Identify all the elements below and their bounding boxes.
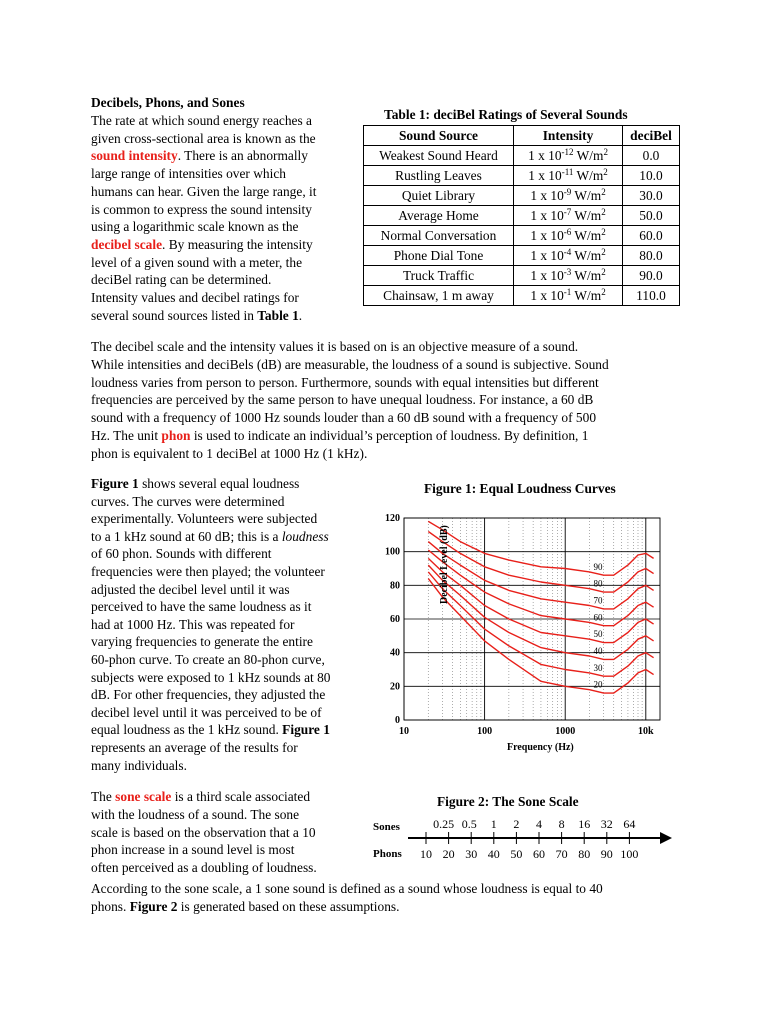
text-segment: of 60 phon. Sounds with different xyxy=(91,546,272,562)
table-cell-decibel: 110.0 xyxy=(623,286,680,306)
text-segment: The rate at which sound energy reaches a xyxy=(91,113,312,128)
phon-value: 100 xyxy=(620,847,639,861)
text-segment: curves. The curves were determined xyxy=(91,493,285,509)
text-segment: to a 1 kHz sound at 60 dB; this is a xyxy=(91,528,282,544)
text-line xyxy=(91,806,299,824)
table-cell-source: Normal Conversation xyxy=(364,226,514,246)
text-segment: is a third scale associated xyxy=(171,789,311,804)
text-line xyxy=(91,391,593,409)
sones-label: Sones xyxy=(373,821,400,833)
text-segment: Hz. The unit xyxy=(91,428,162,443)
curve-label: 40 xyxy=(593,646,603,657)
sone-value: 32 xyxy=(600,817,613,831)
text-line xyxy=(91,898,399,916)
x-tick-label: 100 xyxy=(477,726,493,737)
text-line xyxy=(91,757,187,775)
text-segment: had at 1000 Hz. This was repeated for xyxy=(91,616,295,632)
table-header-source: Sound Source xyxy=(364,126,514,146)
y-tick-label: 0 xyxy=(395,715,400,726)
text-segment: is used to indicate an individual’s perception of loudness. By definition, 1 xyxy=(190,428,589,443)
text-segment: dB. For other frequencies, they adjusted the xyxy=(91,687,326,703)
text-line xyxy=(91,289,299,307)
text-line xyxy=(91,721,330,739)
figure1-title: Figure 1: Equal Loudness Curves xyxy=(424,481,616,496)
table-cell-intensity: 1 x $10^{-6}$ $W/m^2$ xyxy=(514,226,623,246)
text-line xyxy=(91,183,316,201)
loudness-curve xyxy=(428,565,653,659)
text-line xyxy=(91,338,578,356)
text-line xyxy=(91,165,286,183)
text-line xyxy=(91,218,299,236)
text-segment: sound with a frequency of 1000 Hz sounds louder than a 60 dB sound with a frequency of 500 xyxy=(91,410,597,426)
text-segment: While intensities and deciBels (dB) are measurable, the loudness of a sound is subjective. Sound xyxy=(91,356,609,372)
text-segment: level of a given sound with a meter, the xyxy=(91,254,303,270)
table-cell-intensity: 1 x $10^{-3}$ $W/m^2$ xyxy=(514,266,623,286)
table-row xyxy=(364,206,680,226)
text-segment: According to the sone scale, a 1 sone sound is defined as a sound whose loudness is equal to 40 xyxy=(91,881,603,896)
text-segment: shows several equal loudness xyxy=(138,476,300,491)
table-row xyxy=(364,166,680,186)
text-line xyxy=(91,445,367,463)
sone-value: 0.5 xyxy=(461,817,477,831)
table-header-decibel: deciBel xyxy=(623,126,680,146)
text-line xyxy=(91,528,329,546)
text-line xyxy=(91,581,290,599)
text-line xyxy=(91,633,313,651)
table-row xyxy=(364,146,680,166)
phon-value: 20 xyxy=(442,847,455,861)
figure-reference: Figure 1 xyxy=(282,722,330,738)
text-line xyxy=(91,510,317,528)
phon-value: 40 xyxy=(487,847,500,861)
text-line xyxy=(91,236,313,254)
y-tick-label: 20 xyxy=(390,681,400,693)
table-cell-source: Quiet Library xyxy=(364,186,514,206)
figure-reference: Figure 2 xyxy=(129,898,178,914)
phon-value: 30 xyxy=(465,847,478,861)
table-cell-source: Truck Traffic xyxy=(364,266,514,286)
curve-label: 70 xyxy=(593,595,603,606)
text-segment: decibel level until it was perceived to be of xyxy=(91,704,322,720)
table-title: Table 1: deciBel Ratings of Several Sounds xyxy=(384,107,628,122)
sone-value: 2 xyxy=(513,817,520,831)
curve-label: 20 xyxy=(593,679,603,690)
sone-value: 4 xyxy=(536,817,542,831)
section-heading: Decibels, Phons, and Sones xyxy=(91,95,245,110)
text-line xyxy=(91,598,312,616)
text-line xyxy=(91,254,302,272)
table-cell-intensity: 1 x $10^{-12}$ $W/m^2$ xyxy=(514,146,623,166)
curve-label: 50 xyxy=(593,629,603,640)
key-term: sone scale xyxy=(115,789,172,804)
text-segment: deciBel rating can be determined. xyxy=(91,272,272,288)
y-tick-label: 120 xyxy=(385,513,400,524)
text-segment: adjusted the decibel level until it was xyxy=(91,581,290,597)
text-line xyxy=(91,374,599,392)
text-segment: is common to express the sound intensity xyxy=(91,201,312,217)
text-line xyxy=(91,686,325,704)
text-line xyxy=(91,356,609,374)
x-axis-label: Frequency (Hz) xyxy=(507,742,574,753)
text-segment: perceived to have the same loudness as it xyxy=(91,599,312,615)
text-segment: frequencies are perceived by the same person to have unequal loudness. For instance, a 60 dB xyxy=(91,392,594,408)
loudness-curve xyxy=(428,532,653,593)
text-segment: often perceived as a doubling of loudness. xyxy=(91,860,317,876)
phon-value: 80 xyxy=(578,847,591,861)
text-line xyxy=(91,427,588,445)
phon-value: 10 xyxy=(420,847,432,861)
table-row xyxy=(364,286,680,306)
sone-scale-chart xyxy=(370,812,680,864)
x-tick-label: 1000 xyxy=(555,726,576,737)
text-line xyxy=(91,563,325,581)
table-cell-intensity: 1 x $10^{-9}$ $W/m^2$ xyxy=(514,186,623,206)
text-line xyxy=(91,651,325,669)
table-cell-decibel: 90.0 xyxy=(623,266,680,286)
text-segment: 60-phon curve. To create an 80-phon curve, xyxy=(91,652,325,667)
sone-value: 8 xyxy=(558,817,565,831)
table-cell-source: Weakest Sound Heard xyxy=(364,146,514,166)
y-tick-label: 60 xyxy=(390,614,400,625)
text-segment: . By measuring the intensity xyxy=(162,236,313,252)
decibel-table xyxy=(363,125,680,306)
text-line xyxy=(91,409,596,427)
table-row xyxy=(364,246,680,266)
curve-label: 60 xyxy=(593,612,603,623)
text-segment: Intensity values and decibel ratings for xyxy=(91,290,299,305)
sone-value: 64 xyxy=(623,817,636,831)
text-line xyxy=(91,307,302,325)
table-cell-decibel: 30.0 xyxy=(623,186,680,206)
text-segment: many individuals. xyxy=(91,757,187,773)
text-line xyxy=(91,859,317,877)
table-cell-source: Phone Dial Tone xyxy=(364,246,514,266)
text-segment: phon increase in a sound level is most xyxy=(91,842,295,858)
y-axis-label: Decibel Level (dB) xyxy=(439,525,450,604)
text-line xyxy=(91,841,294,859)
phon-value: 90 xyxy=(600,847,613,861)
x-tick-label: 10 xyxy=(399,726,409,737)
emphasis-text: loudness xyxy=(281,528,329,544)
text-segment: . xyxy=(298,307,303,323)
y-tick-label: 80 xyxy=(390,580,400,592)
equal-loudness-chart xyxy=(370,500,680,760)
figure-reference: Figure 1 xyxy=(91,476,139,491)
text-segment: represents an average of the results for xyxy=(91,740,298,755)
text-segment: using a logarithmic scale known as the xyxy=(91,219,299,235)
text-line xyxy=(91,824,316,842)
table-cell-source: Rustling Leaves xyxy=(364,166,514,186)
table-cell-intensity: 1 x $10^{-7}$ $W/m^2$ xyxy=(514,206,623,226)
text-segment: equal loudness as the 1 kHz sound. xyxy=(91,722,283,738)
text-segment: phons. xyxy=(91,898,130,914)
table-cell-decibel: 50.0 xyxy=(623,206,680,226)
text-line xyxy=(91,739,298,757)
sone-value: 1 xyxy=(490,817,497,831)
table-header-row xyxy=(364,126,680,146)
y-tick-label: 40 xyxy=(390,647,400,659)
table-cell-decibel: 60.0 xyxy=(623,226,680,246)
curve-label: 80 xyxy=(593,578,603,589)
text-line xyxy=(91,493,284,511)
text-segment: with the loudness of a sound. The sone xyxy=(91,806,300,822)
text-line xyxy=(91,669,331,687)
table-row xyxy=(364,266,680,286)
text-line xyxy=(91,880,603,898)
text-segment: The xyxy=(91,789,116,804)
text-segment: scale is based on the observation that a 10 xyxy=(91,824,316,840)
key-term: phon xyxy=(161,428,191,443)
text-line xyxy=(91,271,271,289)
x-tick-label: 10k xyxy=(638,726,654,737)
table-row xyxy=(364,226,680,246)
figure2-title: Figure 2: The Sone Scale xyxy=(437,794,579,809)
text-segment: . There is an abnormally xyxy=(177,148,308,164)
table-cell-decibel: 0.0 xyxy=(623,146,680,166)
table-cell-intensity: 1 x $10^{-11}$ $W/m^2$ xyxy=(514,166,623,186)
figure-reference: Table 1 xyxy=(257,307,299,323)
text-segment: given cross-sectional area is known as the xyxy=(91,130,316,146)
text-segment: several sound sources listed in xyxy=(91,307,258,323)
table-cell-intensity: 1 x $10^{-1}$ $W/m^2$ xyxy=(514,286,623,306)
text-line xyxy=(91,147,308,165)
sone-value: 0.25 xyxy=(433,817,455,831)
table-cell-source: Chainsaw, 1 m away xyxy=(364,286,514,306)
text-line xyxy=(91,201,312,219)
text-line xyxy=(91,616,295,634)
phon-value: 70 xyxy=(555,847,568,861)
text-line xyxy=(91,130,316,148)
table-cell-source: Average Home xyxy=(364,206,514,226)
table-header-intensity: Intensity xyxy=(514,126,623,146)
text-line xyxy=(91,704,322,722)
y-tick-label: 100 xyxy=(385,546,400,558)
key-term: sound intensity xyxy=(91,148,178,164)
phons-label: Phons xyxy=(373,848,402,860)
table-cell-intensity: 1 x $10^{-4}$ $W/m^2$ xyxy=(514,246,623,266)
text-segment: loudness varies from person to person. Furthermore, sounds with equal intensities but different xyxy=(91,374,599,390)
phon-value: 50 xyxy=(510,847,523,861)
text-segment: is generated based on these assumptions. xyxy=(177,898,400,914)
text-segment: The decibel scale and the intensity values it is based on is an objective measure of a sound. xyxy=(91,339,579,354)
curve-label: 90 xyxy=(593,561,603,572)
sone-value: 16 xyxy=(578,817,591,831)
text-line xyxy=(91,475,299,493)
key-term: decibel scale xyxy=(91,236,163,252)
text-segment: large range of intensities over which xyxy=(91,166,286,182)
text-line xyxy=(91,545,272,563)
text-segment: experimentally. Volunteers were subjected xyxy=(91,511,318,527)
text-line xyxy=(91,112,312,130)
table-row xyxy=(364,186,680,206)
text-line xyxy=(91,788,310,806)
table-cell-decibel: 10.0 xyxy=(623,166,680,186)
text-segment: humans can hear. Given the large range, it xyxy=(91,183,317,199)
text-segment: phon is equivalent to 1 deciBel at 1000 Hz (1 kHz). xyxy=(91,445,368,461)
curve-label: 30 xyxy=(593,662,603,673)
text-segment: subjects were exposed to 1 kHz sounds at 80 xyxy=(91,669,331,685)
text-segment: varying frequencies to generate the entire xyxy=(91,634,313,650)
table-cell-decibel: 80.0 xyxy=(623,246,680,266)
text-segment: frequencies were then played; the volunteer xyxy=(91,564,325,579)
phon-value: 60 xyxy=(533,847,545,861)
sone-axis-arrow xyxy=(660,832,672,844)
